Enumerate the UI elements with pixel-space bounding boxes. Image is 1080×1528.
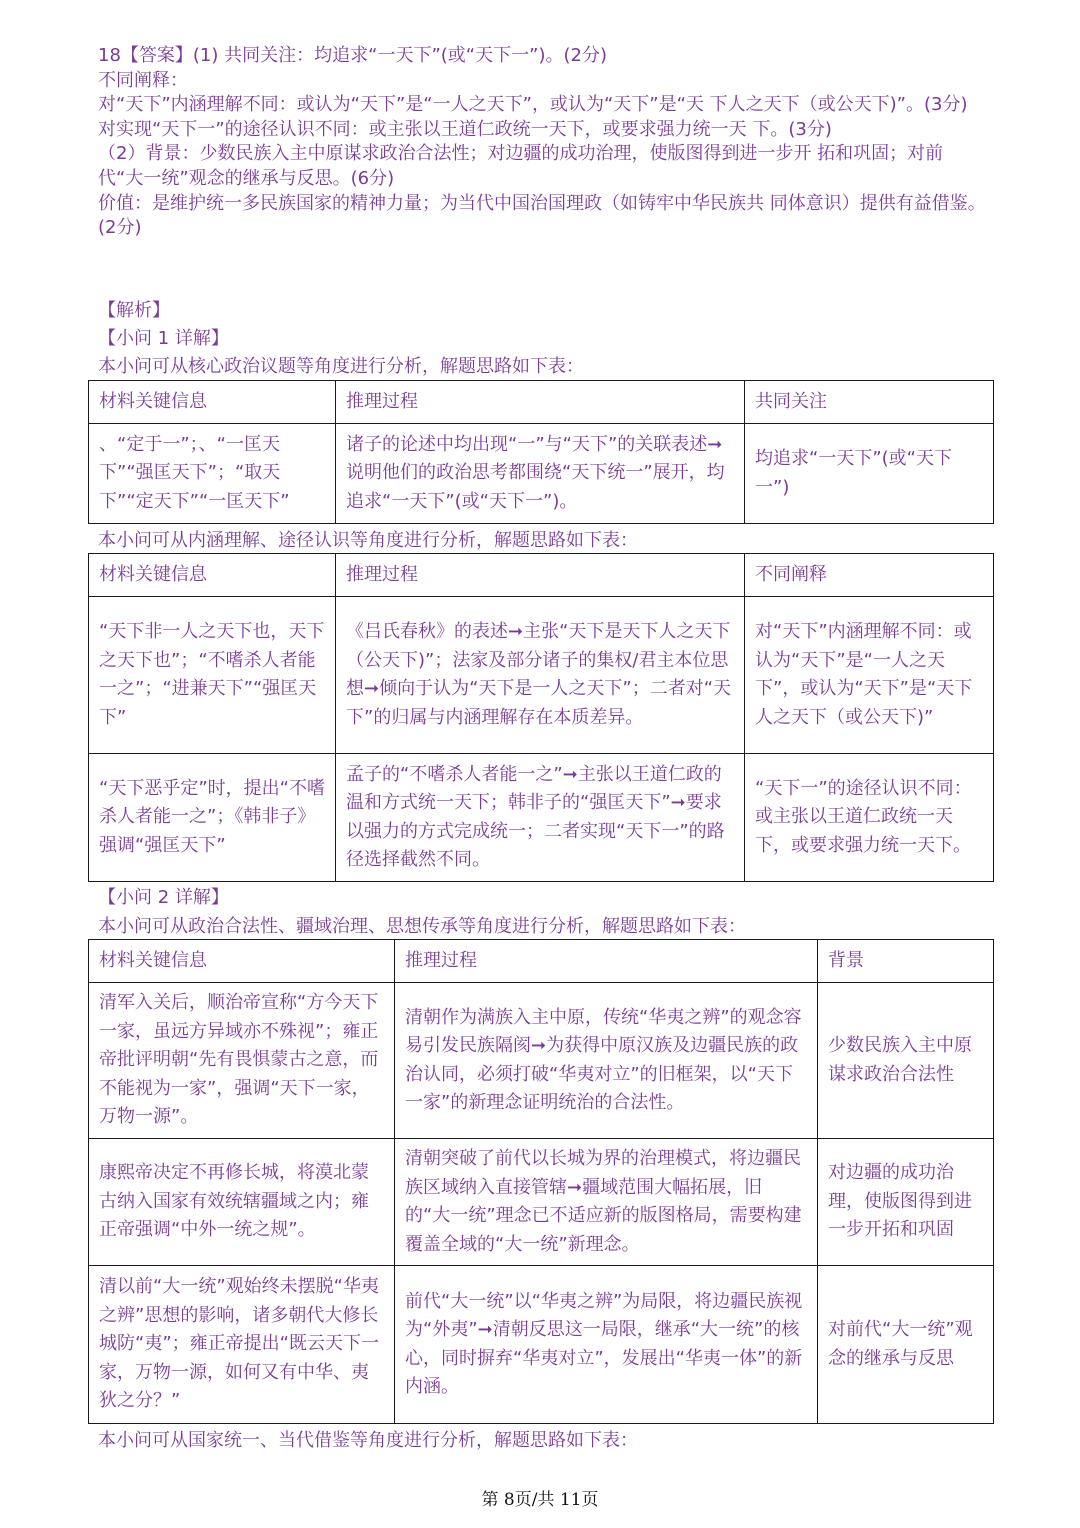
table-header-cell: 共同关注 bbox=[745, 381, 994, 424]
table-row bbox=[89, 983, 994, 1139]
answer-line: 对实现“天下一”的途径认识不同：或主张以王道仁政统一天下，或要求强力统一天 下。(3分) bbox=[98, 118, 832, 140]
answer-line: 价值：是维护统一多民族国家的精神力量；为当代中国治国理政（如铸牢中华民族共 同体意识）提供有益借鉴。(2分) bbox=[98, 192, 986, 239]
table-header-cell: 推理过程 bbox=[395, 940, 818, 983]
table-cell: “天下恶乎定”时，提出“不嗜杀人者能一之”；《韩非子》强调“强匡天下” bbox=[89, 754, 336, 882]
q2-heading: 【小问 2 详解】 bbox=[98, 887, 229, 908]
analysis-section bbox=[98, 297, 988, 353]
table3 bbox=[88, 939, 994, 1424]
answer-line: （2）背景：少数民族入主中原谋求政治合法性；对边疆的成功治理，使版图得到进一步开 拓和巩固；对前代“大一统”观念的继承与反思。(6分) bbox=[98, 143, 944, 189]
q1-heading: 【小问 1 详解】 bbox=[98, 328, 229, 349]
table-row bbox=[89, 1139, 994, 1266]
answer-line: 不同阐释： bbox=[98, 69, 188, 91]
table-cell: 均追求“一天下”(或“天下一”) bbox=[745, 424, 994, 524]
table1-title: 本小问可从核心政治议题等角度进行分析，解题思路如下表： bbox=[98, 356, 584, 377]
table-cell: 对边疆的成功治理，使版图得到进一步开拓和巩固 bbox=[818, 1139, 994, 1266]
table-header-row bbox=[89, 554, 994, 597]
table-cell: 对“天下”内涵理解不同：或认为“天下”是“一人之天下”，或认为“天下”是“天下人之天下（或公天下)” bbox=[745, 597, 994, 754]
table-cell: 诸子的论述中均出现“一”与“天下”的关联表述➞说明他们的政治思考都围绕“天下统一”展开，均追求“一天下”(或“天下一”)。 bbox=[336, 424, 745, 524]
table-row bbox=[89, 754, 994, 882]
table-header-cell: 推理过程 bbox=[336, 554, 745, 597]
table-cell: 清以前“大一统”观始终未摆脱“华夷之辨”思想的影响，诸多朝代大修长城防“夷”；雍正帝提出“既云天下一家，万物一源，如何又有中华、夷狄之分？” bbox=[89, 1266, 395, 1424]
table-header-cell: 不同阐释 bbox=[745, 554, 994, 597]
table-header-cell: 材料关键信息 bbox=[89, 554, 336, 597]
table3-title: 本小问可从政治合法性、疆域治理、思想传承等角度进行分析，解题思路如下表： bbox=[98, 916, 746, 937]
table-cell: 《吕氏春秋》的表述➞主张“天下是天下人之天下（公天下)”；法家及部分诸子的集权/君主本位思想➞倾向于认为“天下是一人之天下”；二者对“天下”的归属与内涵理解存在本质差异。 bbox=[336, 597, 745, 754]
table-row bbox=[89, 1266, 994, 1424]
table-header-cell: 背景 bbox=[818, 940, 994, 983]
table-row bbox=[89, 424, 994, 524]
table-cell: 少数民族入主中原谋求政治合法性 bbox=[818, 983, 994, 1139]
table-header-row bbox=[89, 940, 994, 983]
table-cell: 、“定于一”；、“一匡天下”“强匡天下”；“取天下”“定天下”“一匡天下” bbox=[89, 424, 336, 524]
table-cell: 康熙帝决定不再修长城，将漠北蒙古纳入国家有效统辖疆域之内；雍正帝强调“中外一统之规”。 bbox=[89, 1139, 395, 1266]
page-number-footer: 第 8页/共 11页 bbox=[481, 1490, 599, 1510]
table-cell: 孟子的“不嗜杀人者能一之”➞主张以王道仁政的温和方式统一天下；韩非子的“强匡天下”➞要求以强力的方式完成统一；二者实现“天下一”的路径选择截然不同。 bbox=[336, 754, 745, 882]
table-header-cell: 材料关键信息 bbox=[89, 381, 336, 424]
table-cell: 清朝突破了前代以长城为界的治理模式，将边疆民族区域纳入直接管辖➞疆域范围大幅拓展，旧的“大一统”理念已不适应新的版图格局，需要构建覆盖全域的“大一统”新理念。 bbox=[395, 1139, 818, 1266]
table2-title: 本小问可从内涵理解、途径认识等角度进行分析，解题思路如下表： bbox=[98, 530, 638, 551]
table-row bbox=[89, 597, 994, 754]
table-cell: 清军入关后，顺治帝宣称“方今天下一家，虽远方异域亦不殊视”；雍正帝批评明朝“先有畏惧蒙古之意，而不能视为一家”，强调“天下一家，万物一源”。 bbox=[89, 983, 395, 1139]
table-header-row bbox=[89, 381, 994, 424]
table-header-cell: 推理过程 bbox=[336, 381, 745, 424]
table4-title: 本小问可从国家统一、当代借鉴等角度进行分析，解题思路如下表： bbox=[98, 1430, 638, 1451]
table-cell: “天下一”的途径认识不同：或主张以王道仁政统一天下，或要求强力统一天下。 bbox=[745, 754, 994, 882]
table1 bbox=[88, 380, 994, 524]
answer-section bbox=[98, 44, 988, 241]
table-cell: 对前代“大一统”观念的继承与反思 bbox=[818, 1266, 994, 1424]
table-header-cell: 材料关键信息 bbox=[89, 940, 395, 983]
answer-line: 18【答案】(1) 共同关注：均追求“一天下”(或“天下一”)。(2分) bbox=[98, 45, 607, 66]
table-cell: “天下非一人之天下也，天下之天下也”；“不嗜杀人者能一之”；“进兼天下”“强匡天下” bbox=[89, 597, 336, 754]
table-cell: 前代“大一统”以“华夷之辨”为局限，将边疆民族视为“外夷”➞清朝反思这一局限，继承“大一统”的核心，同时摒弃“华夷对立”，发展出“华夷一体”的新内涵。 bbox=[395, 1266, 818, 1424]
answer-line: 对“天下”内涵理解不同：或认为“天下”是“一人之天下”，或认为“天下”是“天 下人之天下（或公天下)”。(3分) bbox=[98, 94, 968, 116]
table2 bbox=[88, 553, 994, 882]
table-cell: 清朝作为满族入主中原，传统“华夷之辨”的观念容易引发民族隔阂➞为获得中原汉族及边疆民族的政治认同，必须打破“华夷对立”的旧框架，以“天下一家”的新理念证明统治的合法性。 bbox=[395, 983, 818, 1139]
analysis-heading: 【解析】 bbox=[98, 300, 170, 321]
